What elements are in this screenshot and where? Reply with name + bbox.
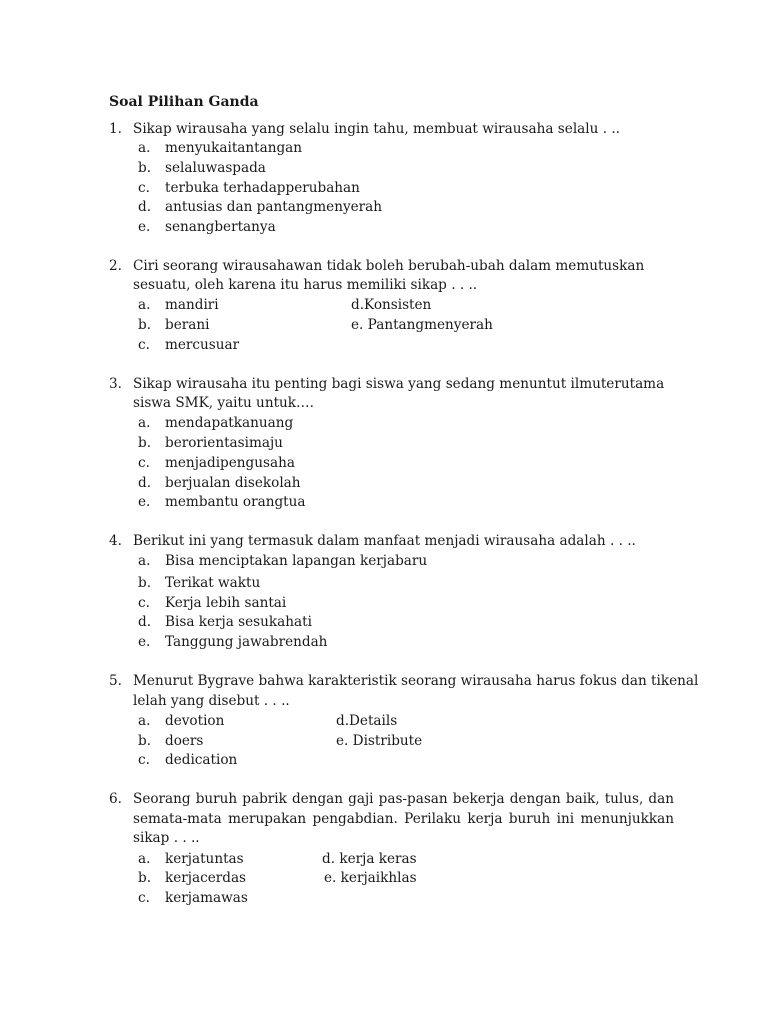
option-letter: c. (138, 455, 150, 471)
question-text: Seorang buruh pabrik dengan gaji pas-pasan bekerja dengan baik, tulus, dan (133, 791, 674, 807)
option-text: doers (165, 733, 204, 749)
option-letter: c. (138, 890, 150, 906)
option-text: d.Konsisten (351, 297, 432, 313)
option-text: kerjacerdas (165, 870, 247, 886)
option-letter: c. (138, 337, 150, 353)
option-text: dedication (165, 752, 238, 768)
option-text: senangbertanya (165, 219, 276, 235)
option-text: d. kerja keras (322, 851, 417, 867)
option-letter: c. (138, 180, 150, 196)
question-text: Berikut ini yang termasuk dalam manfaat menjadi wirausaha adalah . . .. (133, 533, 636, 549)
option-text: antusias dan pantangmenyerah (165, 199, 383, 215)
option-letter: b. (138, 160, 152, 176)
question-text: Ciri seorang wirausahawan tidak boleh berubah-ubah dalam memutuskan (133, 258, 645, 274)
option-letter: d. (138, 614, 152, 630)
option-text: Terikat waktu (165, 575, 261, 591)
option-text: selaluwaspada (165, 160, 266, 176)
option-text: e. Pantangmenyerah (351, 317, 493, 333)
question-number: 6. (109, 791, 122, 807)
option-letter: b. (138, 317, 152, 333)
option-text: d.Details (336, 713, 398, 729)
option-text: berani (165, 317, 210, 333)
option-text: Bisa kerja sesukahati (165, 614, 312, 630)
option-text: berjualan disekolah (165, 475, 301, 491)
option-text: menyukaitantangan (165, 140, 303, 156)
option-letter: b. (138, 870, 152, 886)
question-number: 2. (109, 258, 122, 274)
option-text: mercusuar (165, 337, 240, 353)
option-letter: e. (138, 219, 151, 235)
option-letter: b. (138, 435, 152, 451)
question-text: Sikap wirausaha itu penting bagi siswa yang sedang menuntut ilmuterutama (133, 376, 665, 392)
option-text: e. Distribute (336, 733, 423, 749)
option-letter: a. (138, 415, 151, 431)
question-number: 5. (109, 673, 122, 689)
question-number: 4. (109, 533, 122, 549)
option-letter: a. (138, 553, 151, 569)
option-letter: b. (138, 575, 152, 591)
option-text: berorientasimaju (165, 435, 283, 451)
option-text: kerjatuntas (165, 851, 244, 867)
option-text: terbuka terhadapperubahan (165, 180, 360, 196)
question-text: sikap . . .. (133, 830, 200, 846)
option-text: Bisa menciptakan lapangan kerjabaru (165, 553, 428, 569)
option-text: Kerja lebih santai (165, 595, 287, 611)
option-text: e. kerjaikhlas (324, 870, 417, 886)
question-text: Menurut Bygrave bahwa karakteristik seorang wirausaha harus fokus dan tikenal (133, 673, 699, 689)
question-number: 3. (109, 376, 122, 392)
option-letter: e. (138, 494, 151, 510)
option-text: mandiri (165, 297, 219, 313)
option-letter: d. (138, 199, 152, 215)
question-text: sesuatu, oleh karena itu harus memiliki sikap . . .. (133, 277, 478, 293)
option-letter: a. (138, 851, 151, 867)
question-number: 1. (109, 121, 122, 137)
option-text: Tanggung jawabrendah (165, 634, 328, 650)
option-text: menjadipengusaha (165, 455, 295, 471)
option-letter: a. (138, 140, 151, 156)
option-letter: c. (138, 752, 150, 768)
question-text: semata-mata merupakan pengabdian. Perilaku kerja buruh ini menunjukkan (133, 811, 674, 827)
option-text: mendapatkanuang (165, 415, 294, 431)
option-text: membantu orangtua (165, 494, 306, 510)
option-letter: d. (138, 475, 152, 491)
page-title: Soal Pilihan Ganda (109, 94, 259, 110)
option-text: devotion (165, 713, 225, 729)
option-letter: e. (138, 634, 151, 650)
question-text: Sikap wirausaha yang selalu ingin tahu, membuat wirausaha selalu . .. (133, 121, 620, 137)
question-text: lelah yang disebut . . .. (133, 693, 290, 709)
option-letter: a. (138, 713, 151, 729)
option-letter: a. (138, 297, 151, 313)
option-text: kerjamawas (165, 890, 248, 906)
question-text: siswa SMK, yaitu untuk…. (133, 395, 314, 411)
option-letter: c. (138, 595, 150, 611)
option-letter: b. (138, 733, 152, 749)
